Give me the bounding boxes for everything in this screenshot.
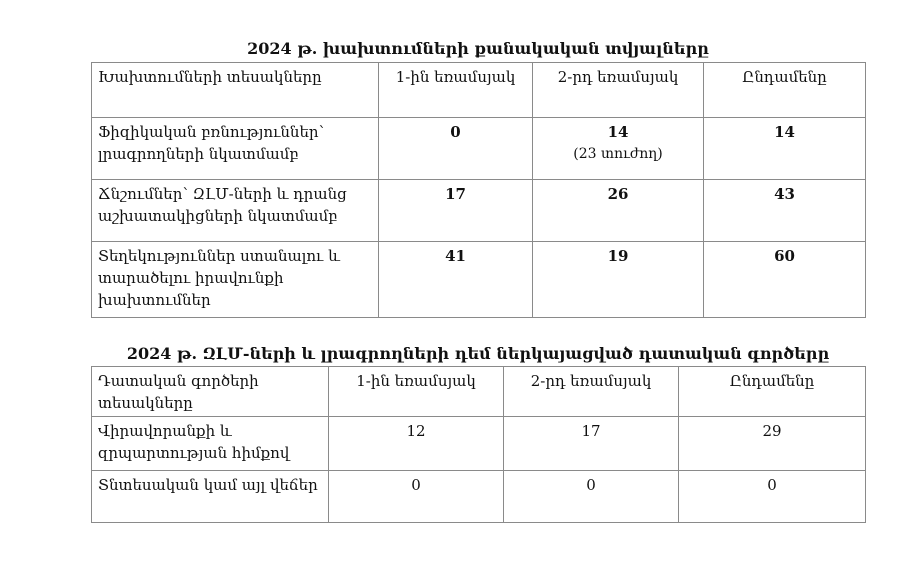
cell-q1: 0 (379, 118, 533, 180)
violations-table-title: 2024 թ. խախտումների քանակական տվյալները (247, 39, 709, 58)
cell-total: 14 (704, 118, 866, 180)
cell-total: 43 (704, 180, 866, 242)
column-header-total: Ընդամենը (679, 367, 866, 417)
cell-q2 (533, 118, 704, 180)
victims-note: (23 տուժող) (573, 146, 663, 162)
violations-table (91, 62, 866, 318)
table-row (92, 471, 866, 523)
table-row (92, 417, 866, 471)
cell-q2: 19 (533, 242, 704, 318)
court-cases-table (91, 366, 866, 523)
cell-total: 0 (679, 471, 866, 523)
row-label: Տեղեկություններ ստանալու և տարածելու իրավունքի խախտումներ (92, 242, 379, 318)
court-cases-table-title: 2024 թ. ԶԼՄ-ների և լրագրողների դեմ ներկայացված դատական գործերը (126, 344, 830, 363)
column-header-q1: 1-ին եռամսյակ (379, 63, 533, 118)
column-header-q1: 1-ին եռամսյակ (329, 367, 504, 417)
cell-q2: 0 (504, 471, 679, 523)
cell-q2: 26 (533, 180, 704, 242)
table-header-row (92, 367, 866, 417)
cell-total: 60 (704, 242, 866, 318)
column-header-q2: 2-րդ եռամսյակ (504, 367, 679, 417)
table-row (92, 242, 866, 318)
row-label: Վիրավորանքի և զրպարտության հիմքով (92, 417, 329, 471)
cell-q1: 0 (329, 471, 504, 523)
cell-q1: 41 (379, 242, 533, 318)
table-row (92, 118, 866, 180)
cell-q1: 12 (329, 417, 504, 471)
column-header-violation-type: Խախտումների տեսակները (92, 63, 379, 118)
table-row (92, 180, 866, 242)
column-header-total: Ընդամենը (704, 63, 866, 118)
row-label: Ճնշումներ՝ ԶԼՄ-ների և դրանց աշխատակիցների նկատմամբ (92, 180, 379, 242)
row-label: Տնտեսական կամ այլ վեճեր (92, 471, 329, 523)
column-header-q2: 2-րդ եռամսյակ (533, 63, 704, 118)
table-header-row (92, 63, 866, 118)
cell-q1: 17 (379, 180, 533, 242)
cell-q2: 17 (504, 417, 679, 471)
cell-total: 29 (679, 417, 866, 471)
cell-q2-value: 14 (607, 123, 629, 141)
row-label: Ֆիզիկական բռնություններ՝ լրագրողների նկատմամբ (92, 118, 379, 180)
column-header-case-type: Դատական գործերի տեսակները (92, 367, 329, 417)
